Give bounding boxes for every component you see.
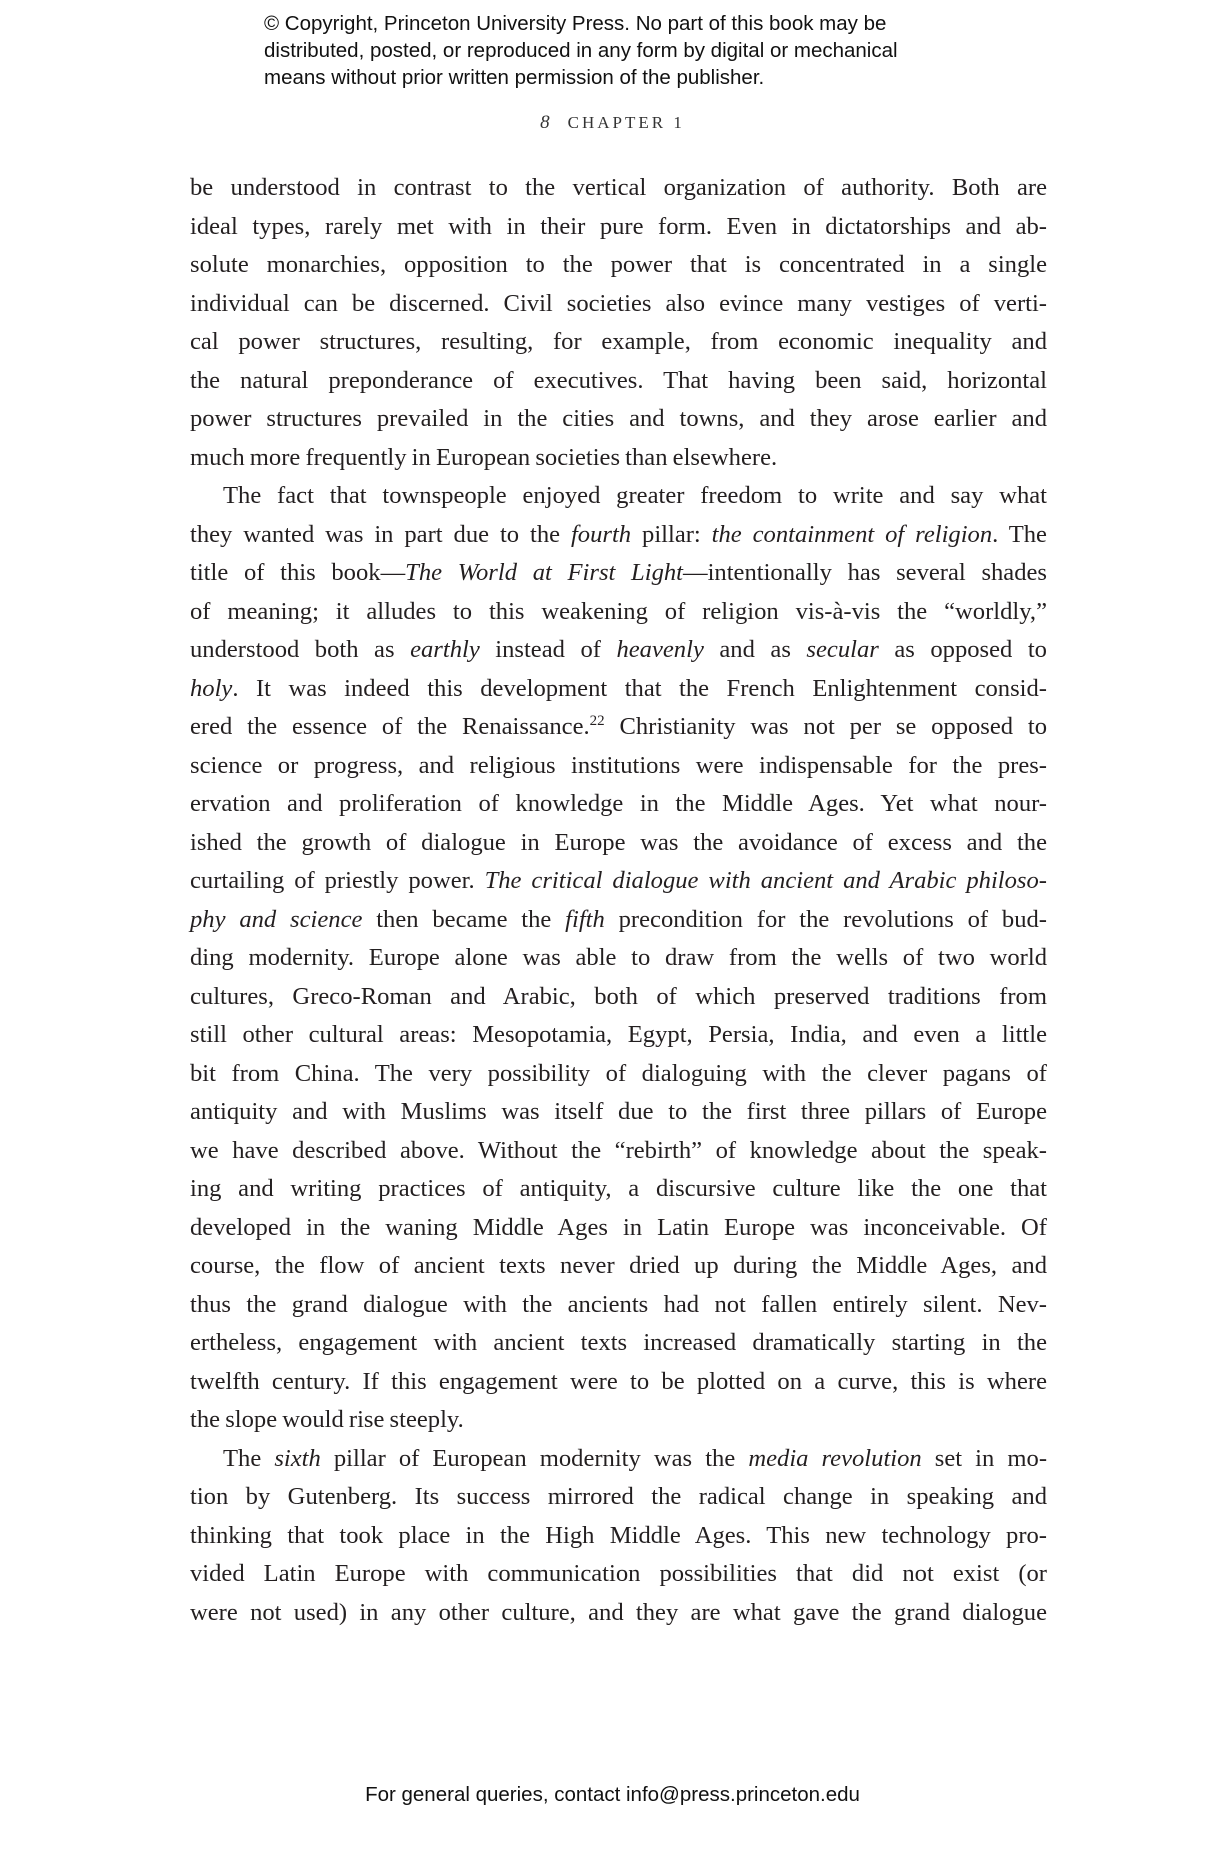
text-run: science or progress, and religious institutions were indispensable for the pres- xyxy=(190,751,1047,779)
text-line xyxy=(190,1055,1047,1094)
copyright-line: distributed, posted, or reproduced in any form by digital or mechanical xyxy=(264,39,898,62)
italic-run: phy and science xyxy=(190,905,363,933)
text-line xyxy=(190,516,1047,555)
text-run: thus the grand dialogue with the ancients had not fallen entirely silent. Nev- xyxy=(190,1290,1047,1318)
text-line xyxy=(190,323,1047,362)
text-line xyxy=(190,1324,1047,1363)
text-run: Christianity was not per se opposed to xyxy=(604,713,1047,740)
text-run: still other cultural areas: Mesopotamia, Egypt, Persia, India, and even a little xyxy=(190,1021,1047,1048)
text-run: precondition for the revolutions of bud- xyxy=(604,905,1047,933)
text-run: cal power structures, resulting, for example, from economic inequality and xyxy=(190,328,1047,355)
italic-run: media revolution xyxy=(748,1444,922,1472)
text-run: individual can be discerned. Civil societies also evince many vestiges of verti- xyxy=(190,289,1047,317)
text-line xyxy=(190,939,1047,978)
text-line xyxy=(190,285,1047,324)
italic-run: the containment of religion xyxy=(711,520,993,548)
text-run: ideal types, rarely met with in their pure form. Even in dictatorships and ab- xyxy=(190,212,1047,240)
copyright-line: © Copyright, Princeton University Press. No part of this book may be xyxy=(264,12,887,35)
body-text xyxy=(190,169,1047,1632)
text-line xyxy=(190,362,1047,401)
text-line xyxy=(190,862,1047,901)
page-number: 8 xyxy=(540,112,550,133)
text-line xyxy=(190,169,1047,208)
italic-run: earthly xyxy=(410,636,480,663)
text-run: ertheless, engagement with ancient texts increased dramatically starting in the xyxy=(190,1329,1047,1356)
text-line xyxy=(190,1478,1047,1517)
text-run: The fact that townspeople enjoyed greater freedom to write and say what xyxy=(223,482,1047,509)
text-line xyxy=(190,1132,1047,1171)
text-run: title of this book— xyxy=(190,559,406,586)
text-line xyxy=(190,208,1047,247)
text-run: —intentionally has several shades xyxy=(683,559,1048,586)
text-line xyxy=(190,670,1047,709)
footer-contact: For general queries, contact info@press.princeton.edu xyxy=(365,1783,860,1806)
paragraph xyxy=(190,477,1047,1440)
paragraph xyxy=(190,169,1047,477)
text-run: and as xyxy=(703,636,807,663)
text-line xyxy=(190,439,1047,478)
text-run: the slope would rise steeply. xyxy=(190,1406,464,1433)
text-line xyxy=(190,785,1047,824)
text-run: developed in the waning Middle Ages in Latin Europe was inconceivable. Of xyxy=(190,1213,1047,1241)
text-line xyxy=(190,1363,1047,1402)
text-line xyxy=(190,400,1047,439)
text-run: course, the flow of ancient texts never dried up during the Middle Ages, and xyxy=(190,1252,1047,1279)
text-run: set in mo- xyxy=(921,1444,1048,1472)
text-line xyxy=(190,1517,1047,1556)
text-run: instead of xyxy=(479,636,617,663)
italic-run: fourth xyxy=(570,520,632,548)
text-run: pillar of European modernity was the xyxy=(320,1444,749,1472)
text-line xyxy=(190,1401,1047,1440)
text-run: then became the xyxy=(362,905,566,933)
italic-run: fifth xyxy=(565,905,605,933)
text-line xyxy=(190,1170,1047,1209)
text-run: the natural preponderance of executives. That having been said, horizontal xyxy=(190,366,1047,394)
text-line xyxy=(190,1594,1047,1633)
text-run: ding modernity. Europe alone was able to draw from the wells of two world xyxy=(190,944,1047,971)
italic-run: secular xyxy=(806,636,879,663)
italic-run: holy xyxy=(190,674,233,702)
text-line xyxy=(190,477,1047,516)
text-run: they wanted was in part due to the xyxy=(190,520,571,548)
text-run: twelfth century. If this engagement were to be plotted on a curve, this is where xyxy=(190,1367,1047,1395)
text-line xyxy=(190,554,1047,593)
text-run: ing and writing practices of antiquity, a discursive culture like the one that xyxy=(190,1175,1047,1202)
text-run: antiquity and with Muslims was itself due to the first three pillars of Europe xyxy=(190,1098,1047,1125)
text-line xyxy=(190,1247,1047,1286)
text-line xyxy=(190,1093,1047,1132)
text-line xyxy=(190,978,1047,1017)
text-line xyxy=(190,747,1047,786)
copyright-notice xyxy=(264,10,1024,91)
italic-run: The World at First Light xyxy=(405,559,683,586)
text-run: understood both as xyxy=(190,636,411,663)
text-line xyxy=(190,901,1047,940)
text-run: power structures prevailed in the cities and towns, and they arose earlier and xyxy=(190,405,1047,432)
italic-run: heavenly xyxy=(616,636,704,663)
text-run: tion by Gutenberg. Its success mirrored the radical change in speaking and xyxy=(190,1483,1047,1510)
paragraph xyxy=(190,1440,1047,1633)
text-run: ished the growth of dialogue in Europe was the avoidance of excess and the xyxy=(190,828,1047,856)
text-run: curtailing of priestly power. xyxy=(190,867,485,894)
text-line xyxy=(190,708,1047,747)
running-head xyxy=(0,112,1225,134)
text-run: thinking that took place in the High Middle Ages. This new technology pro- xyxy=(190,1521,1047,1549)
text-line xyxy=(190,1286,1047,1325)
text-run: ered the essence of the Renaissance. xyxy=(190,713,590,740)
text-line xyxy=(190,824,1047,863)
text-run: ervation and proliferation of knowledge in the Middle Ages. Yet what nour- xyxy=(190,790,1047,817)
text-run: vided Latin Europe with communication possibilities that did not exist (or xyxy=(190,1560,1047,1587)
chapter-title: CHAPTER 1 xyxy=(567,113,685,132)
text-run: much more frequently in European societies than elsewhere. xyxy=(190,443,778,471)
text-run: we have described above. Without the “rebirth” of knowledge about the speak- xyxy=(190,1136,1047,1164)
text-run: were not used) in any other culture, and they are what gave the grand dialogue xyxy=(190,1598,1047,1626)
text-run: The xyxy=(223,1444,275,1472)
text-run: as opposed to xyxy=(878,636,1047,663)
italic-run: The critical dialogue with ancient and Arabic philoso- xyxy=(484,867,1047,894)
footnote-reference[interactable]: 22 xyxy=(589,713,605,729)
text-run: bit from China. The very possibility of dialoguing with the clever pagans of xyxy=(190,1059,1047,1087)
text-run: cultures, Greco-Roman and Arabic, both of which preserved traditions from xyxy=(190,982,1047,1010)
text-line xyxy=(190,593,1047,632)
text-line xyxy=(190,1016,1047,1055)
text-line xyxy=(190,1555,1047,1594)
text-run: . The xyxy=(992,520,1047,548)
text-run: of meaning; it alludes to this weakening of religion vis-à-vis the “worldly,” xyxy=(190,597,1047,625)
text-run: . It was indeed this development that the French Enlightenment consid- xyxy=(232,674,1047,702)
text-line xyxy=(190,1440,1047,1479)
text-line xyxy=(190,246,1047,285)
copyright-line: means without prior written permission of the publisher. xyxy=(264,66,765,89)
text-run: solute monarchies, opposition to the power that is concentrated in a single xyxy=(190,251,1047,278)
text-line xyxy=(190,631,1047,670)
text-run: pillar: xyxy=(631,520,712,548)
text-run: be understood in contrast to the vertical organization of authority. Both are xyxy=(190,174,1047,201)
text-line xyxy=(190,1209,1047,1248)
italic-run: sixth xyxy=(274,1444,321,1472)
